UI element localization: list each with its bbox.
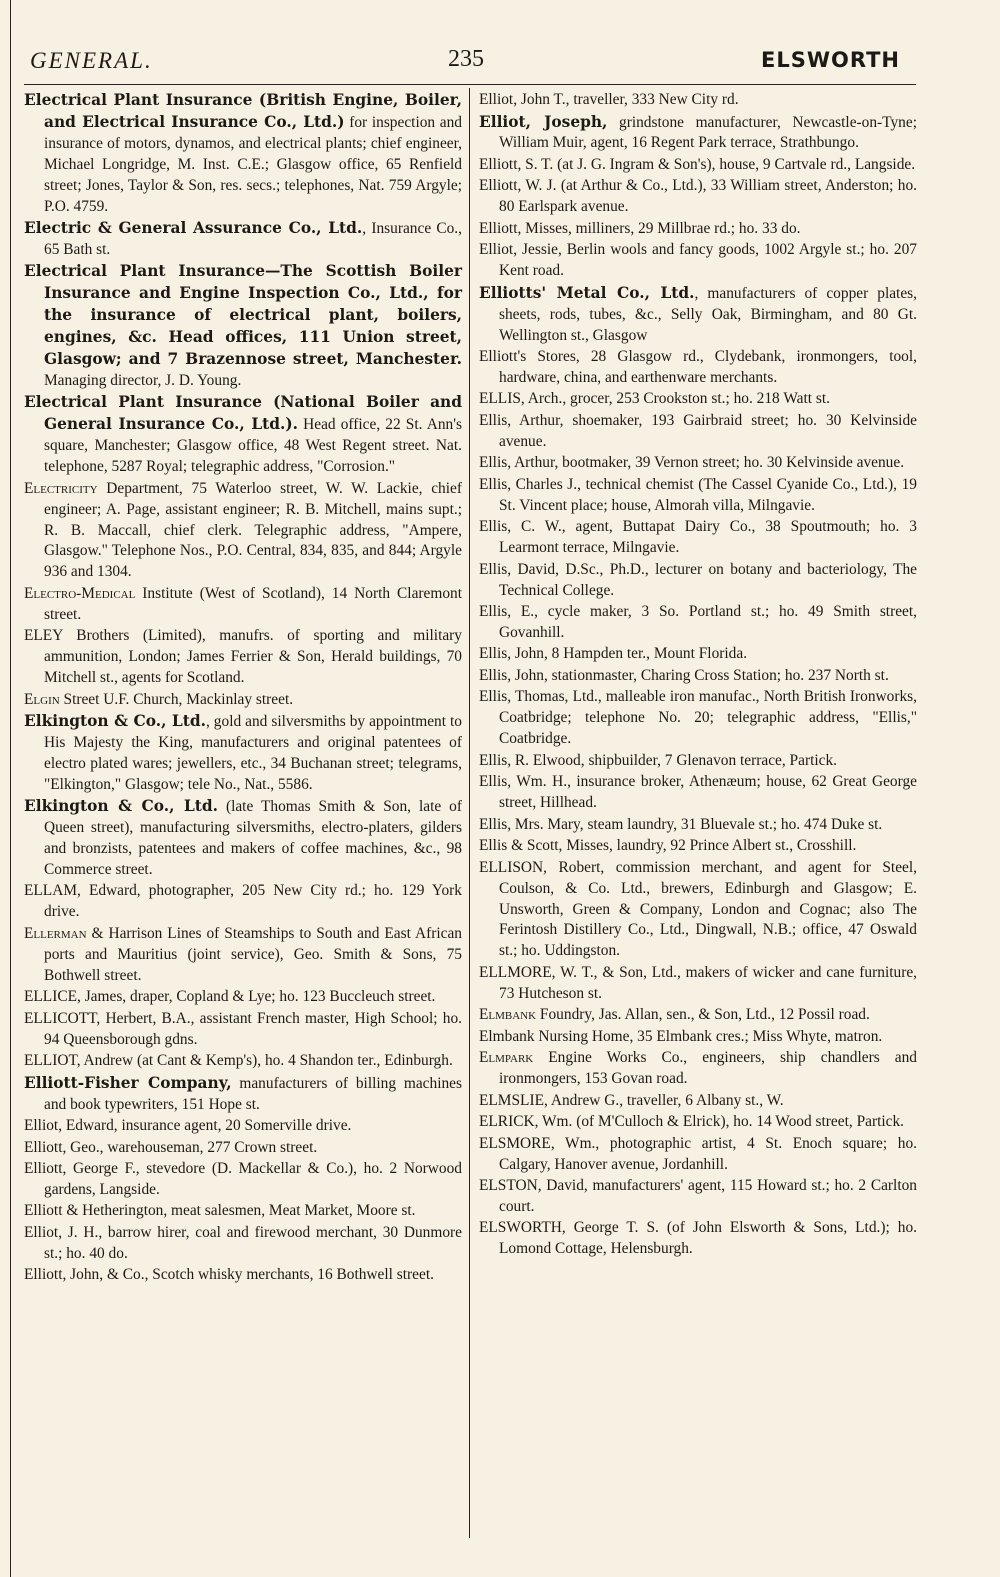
entry-name: ELSTON — [479, 1177, 538, 1195]
directory-entry — [24, 1265, 462, 1286]
entry-details: Street U.F. Church, Mackinlay street. — [59, 690, 294, 708]
entry-details: , John, & Co., Scotch whisky merchants, 16 Bothwell street. — [62, 1266, 434, 1284]
entry-name: Ellis — [479, 688, 508, 706]
directory-entry — [24, 1009, 462, 1051]
entry-details: manufacturers of billing machines and book typewriters, 151 Hope st. — [44, 1074, 462, 1113]
entry-name: Elliot — [479, 91, 514, 108]
entry-name: Ellis — [479, 645, 508, 663]
left-column — [24, 90, 462, 1287]
directory-entry — [24, 1116, 462, 1137]
directory-entry — [479, 666, 917, 687]
directory-entry — [24, 218, 462, 261]
directory-entry — [24, 1138, 462, 1159]
right-column — [479, 90, 917, 1261]
page-number: 235 — [448, 46, 484, 72]
directory-entry — [24, 584, 462, 626]
directory-entry — [479, 644, 917, 665]
entry-name: Elliott's — [479, 348, 527, 366]
entry-name: Elliot, Joseph, — [479, 112, 608, 131]
entry-details: & Harrison Lines of Steamships to South and East African ports and Mauritius (joint service), Geo. Smith & Sons, 75 Bothwell street. — [44, 924, 462, 984]
entry-name: Ellis — [479, 603, 508, 621]
entry-name: ELMSLIE — [479, 1091, 544, 1109]
entry-details: Stores, 28 Glasgow rd., Clydebank, ironmongers, tool, hardware, china, and earthenware merchants. — [499, 348, 917, 386]
entry-details: , Jessie, Berlin wools and fancy goods, 1002 Argyle st.; ho. 207 Kent road. — [499, 241, 917, 280]
directory-entry — [479, 112, 917, 155]
directory-entry — [479, 1218, 917, 1260]
directory-entry — [479, 1134, 917, 1176]
entry-details: , Arch., grocer, 253 Crookston st.; ho. 218 Watt st. — [520, 390, 830, 408]
directory-entry — [24, 796, 462, 881]
entry-details: Nursing Home, 35 Elmbank cres.; Miss Whyte, matron. — [534, 1027, 883, 1045]
directory-entry — [479, 858, 917, 963]
entry-details: , Geo., warehouseman, 277 Crown street. — [62, 1138, 318, 1156]
directory-entry — [24, 881, 462, 923]
directory-entry — [479, 240, 917, 282]
entry-details: Head office, 22 St. Ann's square, Manchester; Glasgow office, 48 West Regent street. Nat. telephone, 5287 Royal; telegraphic address, "Corrosion." — [44, 416, 463, 476]
directory-entry — [479, 1027, 917, 1048]
directory-entry — [479, 219, 917, 240]
entry-details: , Arthur, bootmaker, 39 Vernon street; ho. 30 Kelvinside avenue. — [507, 454, 905, 472]
entry-details: , Edward, photographer, 205 New City rd.; ho. 129 York drive. — [44, 882, 462, 921]
entry-details: & Scott, Misses, laundry, 92 Prince Albert st., Crosshill. — [507, 837, 857, 855]
directory-entry — [479, 1112, 917, 1133]
entry-details: for inspection and insurance of motors, dynamos, and electrical plants; chief engineer, Michael Longridge, M. Inst. C.E.; Glasgow office, 65 Renfield street; Jones, Taylor & Son, res. secs.; telephones, Nat. 759 Argyle; P.O. 4759. — [44, 113, 462, 215]
entry-name: ELLICOTT — [24, 1009, 97, 1027]
entry-name: Elmbank — [479, 1006, 537, 1024]
directory-entry — [479, 1091, 917, 1112]
entry-name: Elliot — [24, 1223, 59, 1241]
directory-entry — [24, 1159, 462, 1201]
entry-details: , James, draper, Copland & Lye; ho. 123 Buccleuch street. — [77, 988, 436, 1006]
entry-details: , manufacturers of copper plates, sheets, rods, tubes, &c., Selly Oak, Birmingham, and 80 Gt. Wellington st., Glasgow — [499, 284, 917, 344]
entry-name: Ellis — [479, 518, 508, 536]
directory-entry — [24, 690, 462, 711]
directory-entry — [24, 711, 462, 796]
directory-entry — [24, 924, 462, 987]
entry-name: ELSMORE — [479, 1134, 551, 1152]
entry-name: Elmpark — [479, 1049, 534, 1067]
entry-details: , gold and silversmiths by appointment to His Majesty the King, manufacturers and original patentees of electro plated wares; jewellers, etc., 34 Buchanan street; telegrams, "Elkington," Glasgow; tele No., Nat., 5586. — [44, 713, 462, 793]
entry-details: , E., cycle maker, 3 So. Portland st.; ho. 49 Smith street, Govanhill. — [499, 603, 917, 641]
directory-entry — [479, 1176, 917, 1218]
entry-details: , C. W., agent, Buttapat Dairy Co., 38 Spoutmouth; ho. 3 Learmont terrace, Milngavie. — [499, 518, 917, 557]
entry-details: , Robert, commission merchant, and agent for Steel, Coulson, & Co. Ltd., brewers, Edinburgh and Glasgow; E. Unsworth, Green & Company, London and Cognac; also The Ferintosh Distillery Co., Ltd., Dingwall, N.B.; office, 47 Oswald st.; ho. Uddingston. — [499, 858, 917, 960]
entry-details: , Insurance Co., 65 Bath st. — [44, 220, 462, 258]
entry-details: , Herbert, B.A., assistant French master, High School; ho. 94 Queensborough gdns. — [44, 1009, 462, 1048]
entry-details: , Wm. (of M'Culloch & Elrick), ho. 14 Wood street, Partick. — [534, 1113, 905, 1131]
entry-details: grindstone manufacturer, Newcastle-on-Tyne; William Muir, agent, 16 Regent Park terrace, Strathbungo. — [499, 113, 917, 152]
directory-entry — [24, 626, 462, 689]
directory-entry — [24, 987, 462, 1008]
directory-entry — [24, 1051, 462, 1072]
entry-details: , Wm. H., insurance broker, Athenæum; house, 62 Great George street, Hillhead. — [499, 773, 917, 812]
entry-details: , Arthur, shoemaker, 193 Gairbraid street; ho. 30 Kelvinside avenue. — [499, 411, 917, 450]
entry-name: Ellis — [479, 560, 508, 578]
entry-name: Ellis — [479, 773, 508, 791]
entry-name: ELLICE — [24, 988, 77, 1006]
entry-details: , John T., traveller, 333 New City rd. — [513, 91, 739, 108]
entry-details: (late Thomas Smith & Son, late of Queen street), manufacturing silversmiths, electro-platers, gilders and bronzists, patentees and makers of coffee machines, &c., 98 Commerce street. — [44, 798, 462, 878]
entry-details: , David, manufacturers' agent, 115 Howard st.; ho. 2 Carlton court. — [499, 1177, 917, 1215]
entry-name: Elliott — [479, 155, 518, 173]
entry-name: Ellis — [479, 411, 508, 429]
entry-name: ELSWORTH — [479, 1219, 562, 1237]
entry-details: , S. T. (at J. G. Ingram & Son's), house, 9 Cartvale rd., Langside. — [517, 155, 916, 173]
entry-details: , John, stationmaster, Charing Cross Station; ho. 237 North st. — [507, 666, 889, 684]
entry-details: & Hetherington, meat salesmen, Meat Market, Moore st. — [62, 1202, 416, 1220]
entry-name: Elliott — [479, 219, 518, 237]
entry-name: Ellerman — [24, 924, 87, 942]
entry-details: , W. T., & Son, Ltd., makers of wicker and cane furniture, 73 Hutcheson st. — [499, 963, 917, 1002]
directory-entry — [479, 1005, 917, 1026]
directory-entry — [479, 517, 917, 559]
directory-entry — [24, 1201, 462, 1222]
entry-details: , Andrew G., traveller, 6 Albany st., W. — [543, 1091, 784, 1109]
entry-name: Ellis — [479, 454, 508, 472]
entry-details: , George F., stevedore (D. Mackellar & Co.), ho. 2 Norwood gardens, Langside. — [44, 1160, 462, 1198]
entry-details: , George T. S. (of John Elsworth & Sons, Ltd.); ho. Lomond Cottage, Helensburgh. — [499, 1219, 917, 1258]
column-divider — [469, 88, 470, 1538]
entry-details: Department, 75 Waterloo street, W. W. Lackie, chief engineer; A. Page, assistant engineer; R. B. Mitchell, mains supt.; R. B. Maccall, chief clerk. Telegraphic address, "Ampere, Glasgow." Telephone Nos., P.O. Central, 834, 835, and 844; Argyle 936 and 1304. — [44, 479, 462, 581]
directory-entry — [479, 453, 917, 474]
entry-name: Elgin — [24, 690, 60, 708]
entry-name: Elliott — [24, 1138, 63, 1156]
entry-name: Electrical Plant Insurance (National Boiler and General Insurance Co., Ltd.). — [24, 393, 462, 434]
entry-name: Elkington & Co., Ltd. — [24, 712, 206, 731]
entry-name: Electric & General Assurance Co., Ltd. — [24, 219, 363, 238]
directory-entry — [479, 815, 917, 836]
directory-entry — [479, 560, 917, 602]
entry-name: Elliott — [24, 1160, 63, 1177]
entry-name: ELLMORE — [479, 963, 552, 981]
directory-entry — [479, 602, 917, 644]
entry-name: Elliott — [24, 1266, 63, 1284]
directory-entry — [479, 1048, 917, 1090]
entry-name: Elliot — [24, 1117, 59, 1134]
page-edge-line — [10, 0, 11, 1577]
entry-details: Brothers (Limited), manufrs. of sporting and military ammunition, London; James Ferrier & Son, Herald buildings, 70 Mitchell st., agents for Scotland. — [44, 627, 462, 687]
entry-name: ELLIS — [479, 390, 521, 408]
entry-details: , Andrew (at Cant & Kemp's), ho. 4 Shandon ter., Edinburgh. — [76, 1052, 453, 1070]
entry-details: , Wm., photographic artist, 4 St. Enoch square; ho. Calgary, Hanover avenue, Jordanhill. — [499, 1134, 917, 1173]
entry-name: Ellis — [479, 751, 508, 769]
entry-name: Elliotts' Metal Co., Ltd. — [479, 283, 695, 302]
directory-entry — [24, 392, 462, 478]
entry-details: Managing director, J. D. Young. — [44, 371, 242, 389]
directory-entry — [479, 687, 917, 750]
directory-entry — [24, 261, 462, 391]
entry-name: Ellis — [479, 815, 508, 833]
entry-name: Elmbank — [479, 1027, 535, 1045]
directory-entry — [479, 963, 917, 1005]
entry-details: , Edward, insurance agent, 20 Somerville drive. — [58, 1117, 352, 1134]
entry-name: Elliott — [479, 177, 518, 195]
directory-entry — [24, 479, 462, 584]
entry-name: Electrical Plant Insurance—The Scottish Boiler Insurance and Engine Inspection Co., Ltd., for the insurance of electrical plant, boilers, engines, &c. Head offices, 111 Union street, Glasgow; and 7 Brazennose street, Manchester. — [24, 262, 462, 369]
entry-name: Elliott-Fisher Company, — [24, 1073, 232, 1092]
entry-name: Ellis — [479, 666, 508, 684]
entry-name: ELEY — [24, 627, 63, 645]
directory-entry — [24, 90, 462, 217]
entry-name: Elliot — [479, 241, 514, 259]
entry-details: , John, 8 Hampden ter., Mount Florida. — [507, 645, 748, 663]
directory-entry — [479, 389, 917, 410]
entry-name: ELLISON — [479, 858, 544, 876]
entry-name: Elliott — [24, 1202, 63, 1220]
entry-details: , David, D.Sc., Ph.D., lecturer on botany and bacteriology, The Technical College. — [499, 560, 917, 599]
header-rule — [24, 84, 916, 85]
directory-entry — [479, 772, 917, 814]
section-title: GENERAL. — [30, 48, 153, 73]
entry-details: , Charles J., technical chemist (The Cassel Cyanide Co., Ltd.), 19 St. Vincent place; house, Almorah villa, Milngavie. — [499, 475, 917, 514]
entry-name: Electro-Medical — [24, 584, 136, 602]
directory-entry — [479, 176, 917, 218]
entry-details: Institute (West of Scotland), 14 North Claremont street. — [44, 584, 462, 623]
entry-details: , W. J. (at Arthur & Co., Ltd.), 33 William street, Anderston; ho. 80 Earlspark avenue. — [499, 177, 917, 216]
entry-name: Electricity — [24, 479, 98, 497]
entry-details: , Thomas, Ltd., malleable iron manufac., North British Ironworks, Coatbridge; telephone No. 20; telegraphic address, "Ellis," Coatbridge. — [499, 688, 917, 748]
directory-entry — [479, 475, 917, 517]
entry-details: Engine Works Co., engineers, ship chandlers and ironmongers, 153 Govan road. — [499, 1049, 917, 1088]
entry-name: Ellis — [479, 837, 508, 855]
entry-details: , J. H., barrow hirer, coal and firewood merchant, 30 Dunmore st.; ho. 40 do. — [44, 1223, 462, 1262]
directory-entry — [479, 90, 917, 111]
entry-name: ELLIOT — [24, 1052, 77, 1070]
entry-name: ELLAM — [24, 882, 78, 900]
entry-name: Electrical Plant Insurance (British Engine, Boiler, and Electrical Insurance Co., Ltd.) — [24, 91, 462, 131]
directory-entry — [479, 836, 917, 857]
entry-details: , Mrs. Mary, steam laundry, 31 Bluevale st.; ho. 474 Duke st. — [507, 815, 883, 833]
directory-entry — [479, 751, 917, 772]
directory-entry — [24, 1223, 462, 1265]
running-head: ELSWORTH — [761, 48, 900, 72]
entry-details: , R. Elwood, shipbuilder, 7 Glenavon terrace, Partick. — [507, 751, 837, 769]
entry-name: Ellis — [479, 475, 508, 493]
directory-entry — [24, 1073, 462, 1116]
entry-name: ELRICK — [479, 1113, 535, 1131]
directory-entry — [479, 283, 917, 347]
directory-entry — [479, 155, 917, 176]
entry-details: , Misses, milliners, 29 Millbrae rd.; ho. 33 do. — [517, 219, 801, 237]
entry-details: Foundry, Jas. Allan, sen., & Son, Ltd., 12 Possil road. — [536, 1006, 870, 1024]
page-header — [30, 44, 900, 80]
directory-entry — [479, 411, 917, 453]
entry-name: Elkington & Co., Ltd. — [24, 797, 218, 816]
directory-entry — [479, 347, 917, 389]
